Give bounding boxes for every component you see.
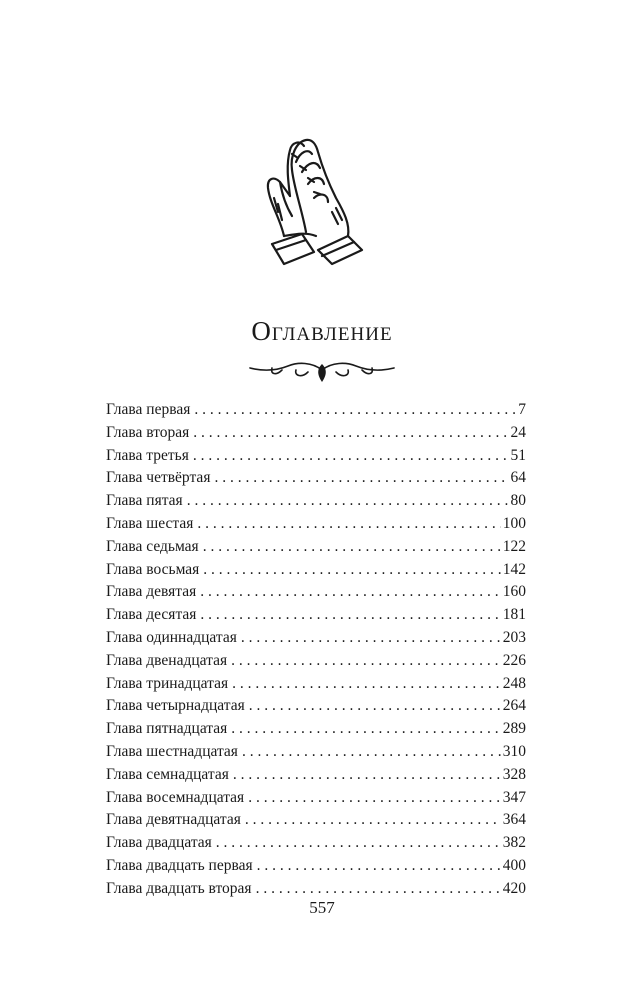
toc-page-number: 64: [510, 469, 526, 487]
toc-page-number: 160: [502, 583, 526, 601]
toc-dot-leader: [227, 650, 501, 673]
toc-dot-leader: [196, 604, 500, 627]
toc-dot-leader: [183, 490, 509, 513]
toc-chapter-label: Глава одиннадцатая: [106, 628, 237, 646]
toc-row: [106, 445, 526, 468]
toc-page-number: 400: [502, 856, 526, 874]
toc-dot-leader: [253, 855, 501, 878]
praying-hands-icon: [262, 132, 372, 272]
toc-dot-leader: [199, 559, 500, 582]
toc-page-number: 122: [502, 537, 526, 555]
toc-row: [106, 741, 526, 764]
toc-chapter-label: Глава пятая: [106, 492, 183, 510]
toc-page-number: 142: [502, 560, 526, 578]
toc-page-number: 7: [518, 401, 526, 418]
toc-row: [106, 809, 526, 832]
toc-page-number: 80: [510, 492, 526, 510]
toc-page-number: 100: [502, 514, 526, 532]
toc-chapter-label: Глава семнадцатая: [106, 765, 229, 783]
toc-page-number: 248: [502, 674, 526, 692]
toc-row: [106, 536, 526, 559]
toc-row: [106, 399, 526, 422]
toc-chapter-label: Глава шестнадцатая: [106, 742, 238, 760]
toc-chapter-label: Глава вторая: [106, 423, 190, 441]
toc-chapter-label: Глава третья: [106, 446, 189, 464]
toc-page-number: 181: [502, 606, 526, 624]
toc-dot-leader: [189, 445, 509, 468]
toc-dot-leader: [229, 764, 501, 787]
toc-page-number: 347: [502, 788, 526, 806]
toc-dot-leader: [245, 695, 501, 718]
toc-row: [106, 832, 526, 855]
toc-row: [106, 855, 526, 878]
toc-page-number: 51: [510, 446, 526, 464]
toc-chapter-label: Глава восемнадцатая: [106, 788, 245, 806]
toc-dot-leader: [196, 581, 500, 604]
toc-chapter-label: Глава седьмая: [106, 537, 199, 555]
toc-dot-leader: [193, 513, 500, 536]
toc-row: [106, 764, 526, 787]
toc-row: [106, 673, 526, 696]
toc-row: [106, 718, 526, 741]
toc-row: [106, 490, 526, 513]
toc-page-number: 420: [502, 879, 526, 897]
toc-chapter-label: Глава двадцать первая: [106, 856, 253, 874]
toc-chapter-label: Глава четвёртая: [106, 469, 211, 487]
page-title: Оглавление: [251, 316, 393, 346]
toc-dot-leader: [241, 809, 501, 832]
toc-dot-leader: [244, 787, 501, 810]
toc-dot-leader: [212, 832, 501, 855]
toc-chapter-label: Глава тринадцатая: [106, 674, 229, 692]
toc-page-number: 203: [502, 628, 526, 646]
toc-page-number: 24: [510, 423, 526, 441]
toc-chapter-label: Глава четырнадцатая: [106, 697, 245, 715]
toc-dot-leader: [238, 741, 501, 764]
toc-chapter-label: Глава первая: [106, 401, 191, 418]
toc-chapter-label: Глава девятнадцатая: [106, 811, 241, 829]
table-of-contents: [106, 399, 526, 901]
toc-chapter-label: Глава шестая: [106, 514, 194, 532]
toc-row: [106, 467, 526, 490]
toc-dot-leader: [189, 422, 508, 445]
toc-page-number: 382: [502, 834, 526, 852]
toc-dot-leader: [210, 467, 508, 490]
toc-row: [106, 787, 526, 810]
ornament-flourish-icon: [246, 356, 398, 384]
toc-row: [106, 627, 526, 650]
toc-dot-leader: [237, 627, 501, 650]
toc-row: [106, 650, 526, 673]
toc-chapter-label: Глава двенадцатая: [106, 651, 228, 669]
toc-dot-leader: [228, 673, 501, 696]
toc-row: [106, 513, 526, 536]
toc-page-number: 364: [502, 811, 526, 829]
toc-chapter-label: Глава восьмая: [106, 560, 200, 578]
toc-row: [106, 695, 526, 718]
toc-chapter-label: Глава десятая: [106, 606, 197, 624]
toc-row: [106, 604, 526, 627]
toc-dot-leader: [227, 718, 500, 741]
toc-chapter-label: Глава двадцатая: [106, 834, 212, 852]
toc-row: [106, 559, 526, 582]
toc-page-number: 226: [502, 651, 526, 669]
toc-dot-leader: [190, 399, 516, 422]
toc-dot-leader: [199, 536, 501, 559]
toc-row: [106, 422, 526, 445]
toc-chapter-label: Глава двадцать вторая: [106, 879, 252, 897]
toc-chapter-label: Глава пятнадцатая: [106, 720, 228, 738]
toc-page-number: 264: [502, 697, 526, 715]
toc-page-number: 289: [502, 720, 526, 738]
toc-row: [106, 581, 526, 604]
toc-page-number: 328: [502, 765, 526, 783]
page-number: 557: [309, 898, 335, 917]
toc-chapter-label: Глава девятая: [106, 583, 197, 601]
toc-page-number: 310: [502, 742, 526, 760]
